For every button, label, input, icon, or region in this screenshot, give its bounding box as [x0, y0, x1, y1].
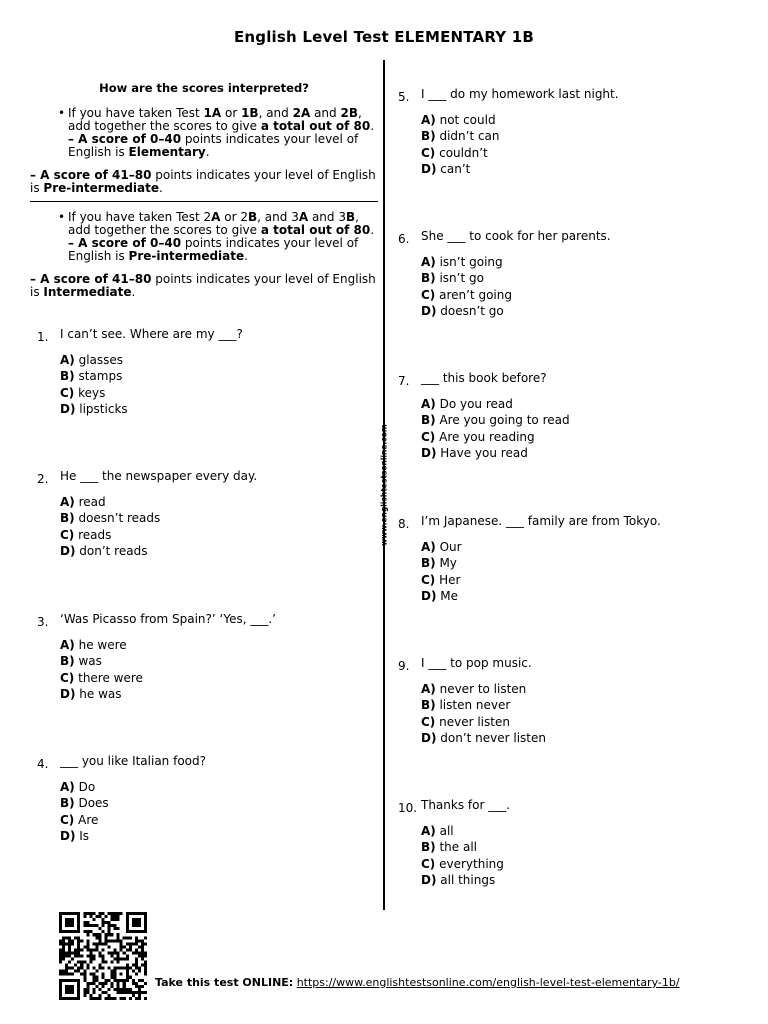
- answer-options: [421, 681, 546, 746]
- answer-option[interactable]: [60, 401, 128, 417]
- option-letter: D): [421, 588, 437, 603]
- option-letter: C): [60, 385, 75, 400]
- option-letter: B): [421, 556, 436, 571]
- option-text: don’t reads: [75, 543, 148, 558]
- score-bullet-1: • If you have taken Test 1A or 1B, and 2A and 2B, add together the scores to give a total out of 80. – A score of 0–40 points indicates your level of English is Elementary.: [30, 107, 378, 159]
- option-letter: C): [421, 287, 436, 302]
- option-text: didn’t can: [435, 129, 500, 144]
- answer-option[interactable]: [60, 779, 109, 795]
- option-text: Her: [435, 572, 461, 587]
- option-text: never listen: [435, 714, 510, 729]
- answer-option[interactable]: [60, 653, 143, 669]
- answer-option[interactable]: [60, 510, 160, 526]
- option-text: can’t: [436, 161, 471, 176]
- option-text: Our: [435, 540, 462, 554]
- option-text: aren’t going: [435, 287, 512, 302]
- question-number: 4.: [37, 757, 49, 771]
- answer-option[interactable]: [421, 303, 512, 319]
- question-stem: ‘Was Picasso from Spain?’ ‘Yes, ___.’: [60, 612, 276, 626]
- option-letter: C): [60, 527, 75, 542]
- option-letter: B): [421, 840, 436, 855]
- answer-option[interactable]: [421, 539, 462, 555]
- answer-options: [421, 112, 500, 177]
- question-number: 6.: [398, 232, 410, 246]
- answer-option[interactable]: [421, 588, 462, 604]
- page-title: English Level Test ELEMENTARY 1B: [233, 28, 535, 46]
- answer-options: [60, 494, 160, 559]
- option-letter: C): [60, 812, 75, 827]
- option-text: Have you read: [436, 445, 528, 460]
- option-text: reads: [74, 527, 112, 542]
- option-letter: D): [421, 161, 437, 176]
- option-letter: A): [421, 113, 436, 127]
- option-text: doesn’t go: [436, 303, 504, 318]
- option-text: Is: [75, 828, 90, 843]
- answer-option[interactable]: [60, 527, 160, 543]
- footer: [58, 912, 738, 1002]
- option-letter: B): [60, 369, 75, 384]
- footer-text: [155, 976, 680, 989]
- answer-option[interactable]: [421, 287, 512, 303]
- question-stem: I ___ do my homework last night.: [421, 87, 619, 101]
- answer-options: [60, 352, 128, 417]
- option-letter: A): [60, 638, 75, 652]
- option-letter: B): [421, 271, 436, 286]
- option-text: Me: [436, 588, 459, 603]
- question-number: 5.: [398, 90, 410, 104]
- score-separator: [30, 201, 378, 202]
- option-text: glasses: [74, 353, 124, 367]
- question-number: 10.: [398, 801, 418, 815]
- option-text: Does: [74, 796, 109, 811]
- answer-option[interactable]: [421, 445, 570, 461]
- option-text: read: [74, 495, 106, 509]
- option-text: all: [435, 824, 454, 838]
- question-number: 8.: [398, 517, 410, 531]
- answer-option[interactable]: [60, 385, 128, 401]
- footer-label: Take this test ONLINE:: [155, 976, 294, 989]
- option-text: never to listen: [435, 682, 527, 696]
- option-text: doesn’t reads: [74, 511, 161, 526]
- score-note-2: – A score of 41–80 points indicates your level of English is Intermediate.: [30, 272, 376, 299]
- option-text: lipsticks: [75, 401, 128, 416]
- answer-option[interactable]: [421, 161, 500, 177]
- option-letter: A): [421, 824, 436, 838]
- option-letter: B): [421, 698, 436, 713]
- answer-option[interactable]: [421, 412, 570, 428]
- question-stem: I can’t see. Where are my ___?: [60, 327, 243, 341]
- footer-link[interactable]: https://www.englishtestsonline.com/english-level-test-elementary-1b/: [296, 976, 680, 989]
- answer-options: [60, 637, 143, 702]
- option-letter: A): [421, 255, 436, 269]
- answer-option[interactable]: [421, 697, 546, 713]
- answer-option[interactable]: [421, 254, 512, 270]
- answer-options: [421, 823, 504, 888]
- option-letter: D): [60, 828, 76, 843]
- option-letter: D): [60, 401, 76, 416]
- score-note-1: – A score of 41–80 points indicates your level of English is Pre-intermediate.: [30, 168, 376, 195]
- answer-option[interactable]: [60, 670, 143, 686]
- option-text: everything: [435, 856, 504, 871]
- option-letter: D): [421, 303, 437, 318]
- answer-option[interactable]: [421, 681, 546, 697]
- option-letter: D): [60, 543, 76, 558]
- option-text: don’t never listen: [436, 730, 546, 745]
- option-letter: C): [421, 714, 436, 729]
- answer-option[interactable]: [421, 823, 504, 839]
- option-letter: A): [421, 682, 436, 696]
- answer-option[interactable]: [421, 128, 500, 144]
- question-stem: ___ you like Italian food?: [60, 754, 206, 768]
- answer-option[interactable]: [60, 686, 143, 702]
- answer-options: [421, 539, 462, 604]
- option-letter: C): [60, 670, 75, 685]
- option-letter: B): [60, 511, 75, 526]
- option-letter: A): [60, 780, 75, 794]
- option-letter: A): [421, 540, 436, 554]
- option-text: My: [435, 556, 457, 571]
- option-letter: D): [60, 686, 76, 701]
- answer-option[interactable]: [421, 396, 570, 412]
- option-text: isn’t go: [435, 271, 484, 286]
- answer-option[interactable]: [60, 494, 160, 510]
- answer-option[interactable]: [421, 145, 500, 161]
- score-heading: How are the scores interpreted?: [99, 81, 309, 95]
- answer-option[interactable]: [60, 828, 109, 844]
- answer-option[interactable]: [421, 112, 500, 128]
- option-letter: C): [421, 145, 436, 160]
- option-letter: D): [421, 445, 437, 460]
- question-stem: I’m Japanese. ___ family are from Tokyo.: [421, 514, 661, 528]
- answer-option[interactable]: [421, 714, 546, 730]
- option-letter: B): [60, 654, 75, 669]
- side-url: www.englishtestsonline.com: [379, 424, 389, 546]
- answer-option[interactable]: [60, 812, 109, 828]
- option-text: Do: [74, 780, 96, 794]
- option-text: Are: [74, 812, 99, 827]
- option-text: was: [74, 654, 102, 669]
- option-letter: C): [421, 429, 436, 444]
- answer-option[interactable]: [421, 730, 546, 746]
- option-letter: A): [60, 353, 75, 367]
- option-text: not could: [435, 113, 496, 127]
- option-text: all things: [436, 872, 496, 887]
- answer-option[interactable]: [60, 637, 143, 653]
- question-stem: ___ this book before?: [421, 371, 547, 385]
- option-text: Are you reading: [435, 429, 535, 444]
- option-letter: A): [60, 495, 75, 509]
- answer-option[interactable]: [60, 368, 128, 384]
- answer-option[interactable]: [421, 429, 570, 445]
- option-text: couldn’t: [435, 145, 488, 160]
- option-text: keys: [74, 385, 106, 400]
- option-letter: A): [421, 397, 436, 411]
- answer-option[interactable]: [421, 555, 462, 571]
- question-stem: Thanks for ___.: [421, 798, 511, 812]
- option-text: Are you going to read: [435, 413, 570, 428]
- option-letter: B): [421, 413, 436, 428]
- question-stem: He ___ the newspaper every day.: [60, 469, 258, 483]
- option-letter: C): [421, 572, 436, 587]
- score-interpretation: [30, 82, 378, 305]
- answer-option[interactable]: [421, 839, 504, 855]
- answer-option[interactable]: [60, 795, 109, 811]
- question-stem: She ___ to cook for her parents.: [421, 229, 611, 243]
- option-text: he was: [75, 686, 122, 701]
- answer-options: [60, 779, 109, 844]
- answer-option[interactable]: [60, 352, 128, 368]
- option-letter: B): [421, 129, 436, 144]
- option-text: isn’t going: [435, 255, 503, 269]
- option-text: Do you read: [435, 397, 513, 411]
- question-number: 9.: [398, 659, 410, 673]
- answer-option[interactable]: [421, 856, 504, 872]
- option-letter: B): [60, 796, 75, 811]
- answer-options: [421, 254, 512, 319]
- question-number: 7.: [398, 374, 410, 388]
- option-text: listen never: [435, 698, 511, 713]
- score-bullet-2: • If you have taken Test 2A or 2B, and 3A and 3B, add together the scores to give a total out of 80. – A score of 0–40 points indicates your level of English is Pre-intermediate.: [30, 211, 378, 263]
- answer-options: [421, 396, 570, 461]
- question-stem: I ___ to pop music.: [421, 656, 532, 670]
- question-number: 3.: [37, 615, 49, 629]
- qr-code-icon[interactable]: [58, 912, 148, 1000]
- answer-option[interactable]: [421, 572, 462, 588]
- question-number: 2.: [37, 472, 49, 486]
- option-letter: D): [421, 872, 437, 887]
- option-letter: C): [421, 856, 436, 871]
- option-text: the all: [435, 840, 477, 855]
- option-text: there were: [74, 670, 143, 685]
- answer-option[interactable]: [421, 872, 504, 888]
- answer-option[interactable]: [421, 270, 512, 286]
- option-text: stamps: [74, 369, 123, 384]
- option-text: he were: [74, 638, 127, 652]
- question-number: 1.: [37, 330, 49, 344]
- option-letter: D): [421, 730, 437, 745]
- answer-option[interactable]: [60, 543, 160, 559]
